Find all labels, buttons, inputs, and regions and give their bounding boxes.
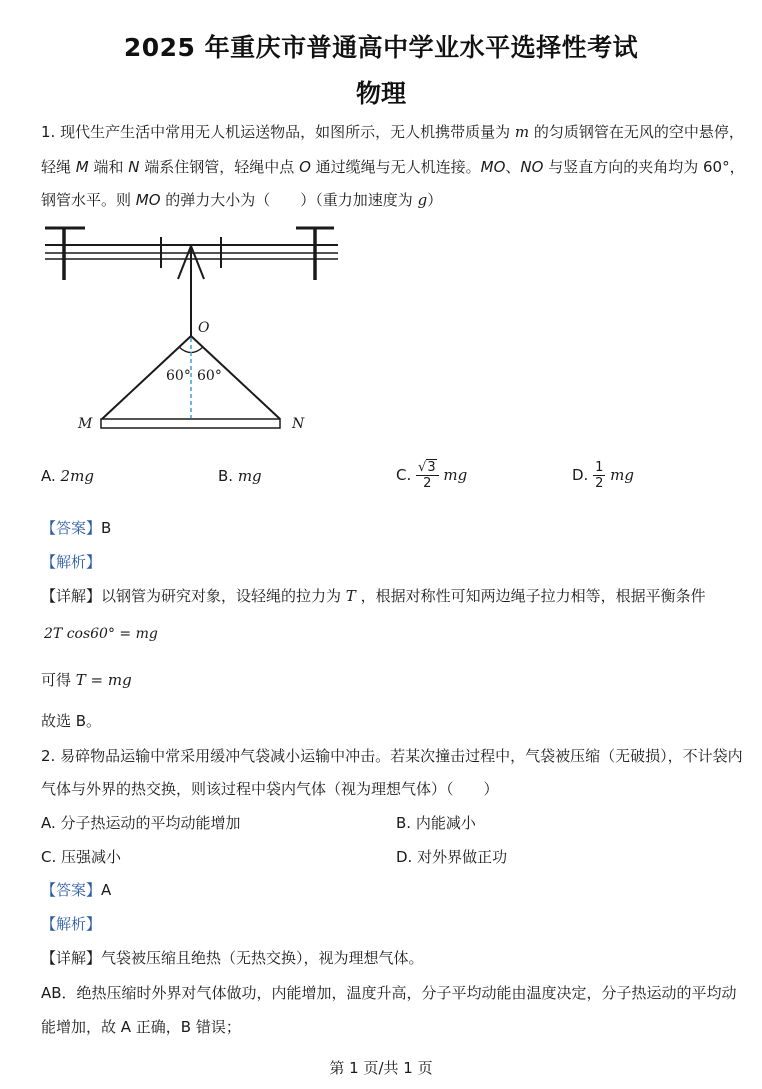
- q1-text: 与竖直方向的夹角均为 60°，: [543, 158, 745, 176]
- subject-title: 物理: [355, 79, 406, 108]
- exam-title: 2025 年重庆市普通高中学业水平选择性考试: [123, 33, 639, 62]
- option-label: B.: [218, 467, 238, 485]
- var-M: M: [75, 158, 89, 176]
- q2-ab-line-2: 能增加，故 A 正确，B 错误；: [41, 1018, 241, 1036]
- q1-line-2: [41, 157, 745, 177]
- q2-answer: [41, 880, 111, 900]
- left-propeller: [45, 228, 85, 280]
- option-value: mg: [443, 466, 468, 484]
- q2-option-d: D. 对外界做正功: [396, 848, 508, 866]
- q2-option-b: B. 内能减小: [396, 814, 476, 832]
- q1-conclusion: 故选 B。: [41, 712, 102, 730]
- fraction-denominator: 2: [595, 476, 604, 491]
- var-N: N: [128, 158, 140, 176]
- option-label: A.: [41, 467, 61, 485]
- q1-figure: [40, 222, 345, 437]
- q2-ab-line-1: AB．绝热压缩时外界对气体做功，内能增加，温度升高，分子平均动能由温度决定，分子热运动的平均动: [41, 984, 737, 1002]
- q2-option-c: C. 压强减小: [41, 848, 122, 866]
- answer-tag: 【答案】: [41, 881, 102, 899]
- q1-option-a: [41, 466, 94, 486]
- detail-text: ，根据对称性可知两边绳子拉力相等，根据平衡条件: [355, 587, 706, 605]
- steel-pipe: [101, 419, 280, 428]
- var-NO: NO: [520, 158, 544, 176]
- option-value: mg: [237, 467, 262, 485]
- q1-option-c: [396, 452, 467, 498]
- q1-line-3: [41, 190, 442, 210]
- q1-text: 的匀质钢管在无风的空中悬停，: [529, 123, 744, 141]
- fraction: $\frac{√3}{2}$: [416, 460, 439, 491]
- q1-line-1: [41, 122, 744, 142]
- right-propeller: [296, 228, 334, 280]
- q1-text: ）: [427, 191, 443, 209]
- q1-equation-1: 2T cos60° = mg: [44, 626, 158, 642]
- q1-text: 端和: [88, 158, 129, 176]
- label-O: O: [198, 320, 210, 336]
- option-value: mg: [610, 466, 634, 484]
- q1-text: 轻绳: [41, 158, 76, 176]
- answer-value: A: [101, 881, 112, 899]
- label-M: M: [78, 416, 93, 432]
- angle-left-label: 60°: [166, 368, 191, 384]
- var-MO: MO: [135, 191, 161, 209]
- eq-text: 可得: [41, 671, 76, 689]
- q1-equation-2: [41, 670, 132, 690]
- answer-tag: 【答案】: [41, 519, 102, 537]
- fraction-denominator: 2: [423, 476, 432, 491]
- detail-tag: 【详解】: [41, 587, 102, 605]
- q1-text: 1. 现代生产生活中常用无人机运送物品，如图所示，无人机携带质量为: [41, 123, 515, 141]
- detail-text: 气袋被压缩且绝热（无热交换），视为理想气体。: [101, 949, 424, 967]
- option-label: D.: [572, 466, 594, 484]
- page-footer: 第 1 页/共 1 页: [329, 1059, 433, 1077]
- q1-option-d: [572, 452, 634, 498]
- label-N: N: [292, 416, 305, 432]
- q1-analysis-tag: 【解析】: [41, 553, 102, 571]
- q1-text: 通过缆绳与无人机连接。: [310, 158, 481, 176]
- q2-detail: [41, 948, 424, 968]
- var-O: O: [299, 158, 311, 176]
- var-MO: MO: [480, 158, 506, 176]
- q2-line-1: 2. 易碎物品运输中常采用缓冲气袋减小运输中冲击。若某次撞击过程中，气袋被压缩（无破损），不计袋内: [41, 747, 743, 765]
- fraction: [593, 460, 605, 491]
- option-value: 2mg: [60, 467, 94, 485]
- detail-tag: 【详解】: [41, 949, 102, 967]
- q1-text: 、: [505, 158, 521, 176]
- var-T: T: [345, 587, 356, 605]
- detail-text: 以钢管为研究对象，设轻绳的拉力为: [101, 587, 346, 605]
- q1-detail: [41, 586, 706, 606]
- eq-math: T = mg: [75, 671, 132, 689]
- answer-value: B: [101, 519, 112, 537]
- q1-answer: [41, 518, 111, 538]
- q1-option-b: [218, 466, 262, 486]
- q2-option-a: A. 分子热运动的平均动能增加: [41, 814, 241, 832]
- angle-right-label: 60°: [197, 368, 222, 384]
- q1-text: 钢管水平。则: [41, 191, 136, 209]
- fraction-numerator: 3: [427, 460, 436, 475]
- q2-line-2: 气体与外界的热交换，则该过程中袋内气体（视为理想气体）（ ）: [41, 780, 499, 798]
- q1-text: 端系住钢管，轻绳中点: [139, 158, 300, 176]
- option-label: C.: [396, 466, 417, 484]
- var-g: g: [417, 191, 428, 209]
- var-m: m: [514, 123, 530, 141]
- q2-analysis-tag: 【解析】: [41, 915, 102, 933]
- q1-text: 的弹力大小为（ ）（重力加速度为: [160, 191, 418, 209]
- fraction-numerator: 1: [595, 460, 604, 475]
